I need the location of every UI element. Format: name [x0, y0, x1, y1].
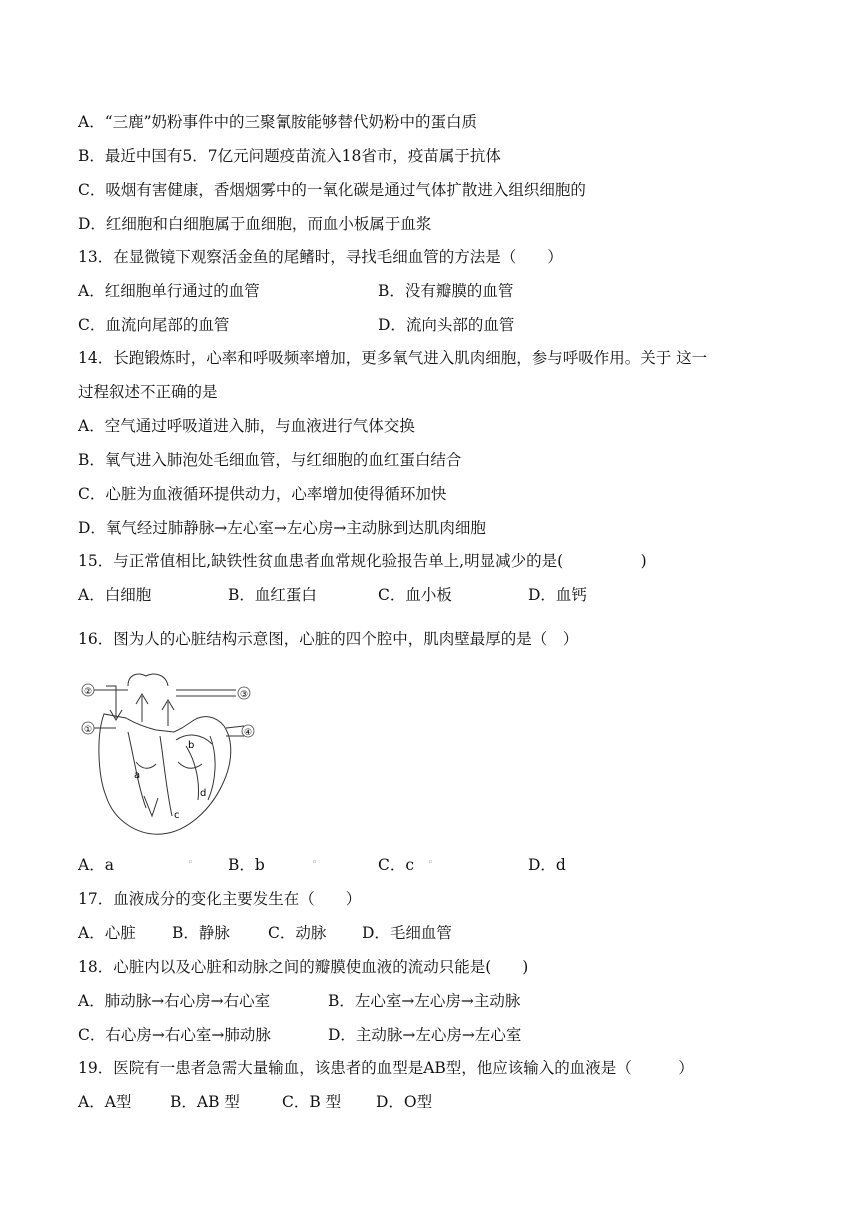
label-b: b	[188, 740, 195, 751]
q13-option-d: D．流向头部的血管	[378, 316, 515, 334]
q18-option-b: B．左心室→左心房→主动脉	[328, 992, 521, 1010]
label-a: a	[134, 770, 141, 781]
dot-mark: ◦	[312, 858, 318, 868]
q12-option-b: B．最近中国有5．7亿元问题疫苗流入18省市，疫苗属于抗体	[78, 147, 501, 165]
heart-diagram	[76, 666, 266, 846]
q14-option-c: C．心脏为血液循环提供动力，心率增加使得循环加快	[78, 485, 447, 503]
q19-option-b: B．AB 型	[170, 1093, 240, 1111]
dot-mark: ◦	[428, 858, 434, 868]
q18-option-d: D．主动脉→左心房→左心室	[328, 1026, 522, 1044]
q18-option-c: C．右心房→右心室→肺动脉	[78, 1026, 271, 1044]
q17-option-a: A．心脏	[78, 924, 136, 942]
dot-mark: ◦	[188, 858, 194, 868]
q15-option-b: B．血红蛋白	[228, 586, 317, 604]
q16-stem: 16．图为人的心脏结构示意图，心脏的四个腔中，肌肉壁最厚的是（ ）	[78, 630, 579, 648]
q13-option-b: B．没有瓣膜的血管	[378, 282, 514, 300]
q19-option-d: D．O型	[376, 1093, 433, 1111]
label-c: c	[174, 810, 180, 821]
q15-option-d: D．血钙	[528, 586, 587, 604]
q14-stem-line1: 14．长跑锻炼时，心率和呼吸频率增加，更多氧气进入肌肉细胞，参与呼吸作用。关于 这一	[78, 349, 708, 367]
q14-stem-line2: 过程叙述不正确的是	[78, 383, 218, 401]
q13-stem: 13．在显微镜下观察活金鱼的尾鳍时，寻找毛细血管的方法是（ ）	[78, 248, 563, 266]
label-d: d	[200, 788, 207, 799]
q19-option-a: A．A型	[78, 1093, 132, 1111]
q17-stem: 17．血液成分的变化主要发生在（ ）	[78, 890, 362, 908]
q19-option-c: C．B 型	[282, 1093, 342, 1111]
q15-stem: 15．与正常值相比,缺铁性贫血患者血常规化验报告单上,明显减少的是( )	[78, 552, 647, 570]
q14-option-d: D．氧气经过肺静脉→左心室→左心房→主动脉到达肌肉细胞	[78, 519, 486, 537]
q15-option-a: A．白细胞	[78, 586, 152, 604]
q16-option-a: A．a	[78, 856, 114, 874]
q17-option-b: B．静脉	[172, 924, 230, 942]
q18-stem: 18．心脏内以及心脏和动脉之间的瓣膜使血液的流动只能是( )	[78, 958, 529, 976]
q18-option-a: A．肺动脉→右心房→右心室	[78, 992, 271, 1010]
q13-option-a: A．红细胞单行通过的血管	[78, 282, 260, 300]
q15-option-c: C．血小板	[378, 586, 452, 604]
q16-option-b: B．b	[228, 856, 265, 874]
q12-option-c: C．吸烟有害健康，香烟烟雾中的一氧化碳是通过气体扩散进入组织细胞的	[78, 181, 586, 199]
q14-option-a: A．空气通过呼吸道进入肺，与血液进行气体交换	[78, 417, 415, 435]
q13-option-c: C．血流向尾部的血管	[78, 316, 230, 334]
q17-option-d: D．毛细血管	[362, 924, 452, 942]
label-3: ③	[239, 690, 249, 700]
q19-stem: 19．医院有一患者急需大量输血，该患者的血型是AB型，他应该输入的血液是（ ）	[78, 1059, 694, 1077]
q16-option-c: C．c	[378, 856, 415, 874]
label-2: ②	[83, 687, 93, 697]
q12-option-d: D．红细胞和白细胞属于血细胞，而血小板属于血浆	[78, 215, 432, 233]
q17-option-c: C．动脉	[268, 924, 327, 942]
q14-option-b: B．氧气进入肺泡处毛细血管，与红细胞的血红蛋白结合	[78, 451, 462, 469]
label-4: ④	[243, 728, 253, 738]
q12-option-a: A．“三鹿”奶粉事件中的三聚氰胺能够替代奶粉中的蛋白质	[78, 113, 478, 131]
q16-option-d: D．d	[528, 856, 566, 874]
label-1: ①	[83, 725, 93, 735]
